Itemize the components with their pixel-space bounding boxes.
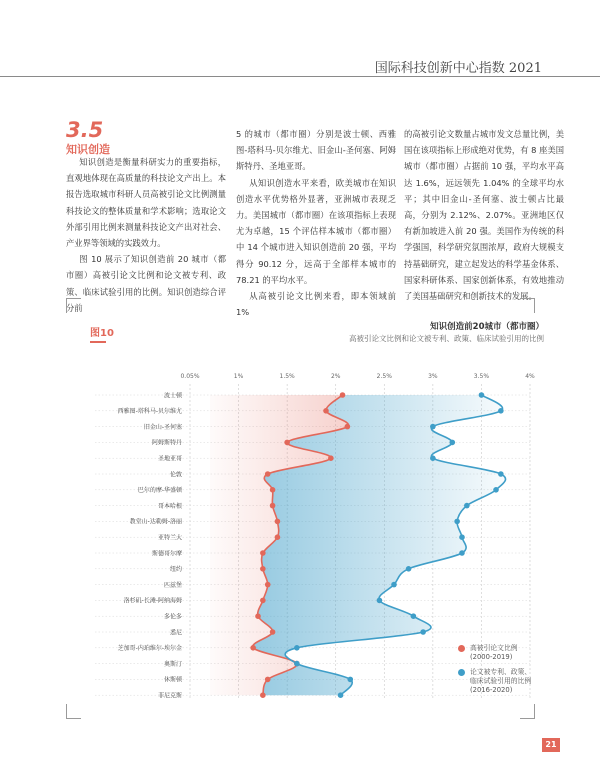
- header-title: 国际科技创新中心指数 2021: [374, 61, 542, 76]
- legend-swatch-red: [458, 645, 465, 652]
- data-point-blue: [449, 440, 455, 446]
- category-label: 圣地亚哥: [157, 455, 182, 463]
- section-number: 3.5: [66, 118, 104, 142]
- page-number: 21: [542, 738, 560, 752]
- legend-label-red: 高被引论文比例 (2000-2019): [470, 644, 518, 661]
- data-point-blue: [498, 471, 504, 477]
- data-point-blue: [498, 408, 504, 414]
- data-point-blue: [347, 677, 353, 683]
- frame-corner-bottom-left: [66, 704, 81, 719]
- category-label: 阿姆斯特丹: [151, 439, 182, 447]
- frame-corner-top-right: [520, 298, 535, 313]
- category-label: 奥斯汀: [163, 660, 182, 668]
- category-label: 休斯顿: [163, 676, 182, 684]
- category-label: 波士顿: [163, 392, 182, 400]
- text-column-1: [66, 154, 226, 316]
- data-point-blue: [479, 392, 485, 398]
- category-label: 匹兹堡: [163, 581, 182, 589]
- category-label: 斯德哥尔摩: [151, 550, 182, 558]
- data-point-red: [265, 582, 271, 588]
- data-point-red: [340, 392, 346, 398]
- category-label: 纽约: [169, 566, 182, 574]
- data-point-red: [260, 566, 266, 572]
- frame-corner-top-left: [66, 298, 81, 313]
- data-point-red: [270, 503, 276, 509]
- paragraph: 5 的城市（都市圈）分别是波士顿、西雅图-塔科马-贝尔维尤、旧金山-圣何塞、阿姆斯特丹、圣地亚哥。: [236, 129, 396, 172]
- data-point-red: [265, 677, 271, 683]
- header-rule: [0, 76, 600, 77]
- data-point-blue: [430, 455, 436, 461]
- legend-item-red: [458, 644, 531, 662]
- data-point-blue: [294, 661, 300, 667]
- category-label: 巴尔的摩-华盛顿: [137, 487, 182, 495]
- category-label: 教堂山-达勒姆-洛丽: [129, 518, 182, 526]
- category-label: 旧金山-圣何塞: [143, 423, 182, 431]
- data-point-red: [250, 645, 256, 651]
- data-point-blue: [459, 534, 465, 540]
- data-point-blue: [420, 629, 426, 635]
- figure-subtitle: 高被引论文比例和论文被专利、政策、临床试验引用的比例: [349, 334, 544, 343]
- data-point-red: [270, 629, 276, 635]
- data-point-red: [260, 692, 266, 698]
- legend-item-blue: [458, 668, 531, 695]
- data-point-red: [345, 424, 351, 430]
- category-label: 哥本哈根: [157, 502, 182, 510]
- data-point-red: [265, 471, 271, 477]
- chart-legend: [458, 644, 531, 701]
- category-label: 菲尼克斯: [157, 692, 182, 700]
- figure-number-underline: [90, 341, 106, 343]
- category-label: 西雅图-塔科马-贝尔维尤: [117, 408, 182, 416]
- x-tick-label: 1.5%: [279, 373, 295, 380]
- section-title: 知识创造: [66, 143, 110, 156]
- data-point-red: [284, 440, 290, 446]
- figure-title: 知识创造前20城市（都市圈）: [430, 322, 544, 332]
- category-label: 芝加哥-内珀维尔-埃尔金: [117, 645, 182, 653]
- category-label: 洛杉矶-长滩-阿纳海姆: [123, 597, 182, 605]
- paragraph: 从知识创造水平来看，欧美城市在知识创造水平优势格外显著，亚洲城市表现乏力。美国城市（都市圈）在该项指标上表现尤为卓越，15 个评估样本城市（都市圈）中 14 个城市进入知识创造前 20 强，平均得分 90.12 分，远高于全部样本城市的 78.21 的平均水平。: [236, 177, 396, 285]
- data-point-blue: [391, 582, 397, 588]
- x-tick-label: 3.5%: [473, 373, 490, 380]
- category-label: 多伦多: [163, 613, 182, 621]
- x-tick-label: 2.5%: [376, 373, 392, 380]
- text-column-3: [404, 126, 564, 304]
- legend-swatch-blue: [458, 669, 465, 676]
- paragraph: 的高被引论文数量占城市发文总量比例，美国在该项指标上形成绝对优势，有 8 座美国城市（都市圈）占据前 10 强，平均水平高达 1.6%，远远领先 1.04% 的全球平均水平；其中旧金山-圣何塞、波士顿占比最高，分别为 2.12%、2.07%。亚洲地区仅有新加坡进入前 20 强。美国作为传统的科学强国，科学研究氛围浓厚，政府大规模支持基础研究，建立起发达的科学基金体系、国家科研体系、国家创新体系，有效地推动了美国基础研究和创新技术的发展。: [404, 129, 564, 302]
- category-label: 伦敦: [169, 471, 182, 479]
- data-point-blue: [430, 424, 436, 430]
- x-tick-label: 3%: [428, 373, 438, 380]
- legend-label-blue: 论文被专利、政策、 临床试验引用的比例 (2016-2020): [470, 668, 532, 694]
- data-point-blue: [459, 550, 465, 556]
- data-point-blue: [338, 692, 344, 698]
- data-point-blue: [464, 503, 470, 509]
- data-point-blue: [377, 598, 383, 604]
- category-label: 悉尼: [169, 629, 182, 637]
- data-point-red: [260, 598, 266, 604]
- x-tick-label: 4%: [525, 373, 535, 380]
- data-point-red: [255, 613, 261, 619]
- data-point-blue: [411, 613, 417, 619]
- paragraph: 知识创造是衡量科研实力的重要指标，直观地体现在高质量的科技论文产出上。本报告选取城市科研人员高被引论文比例测量科技论文的整体质量和学术影响；选取论文外部引用比例来测量科技论文产出对社会、产业界等领域的实践效力。: [66, 157, 226, 249]
- figure-number: 图10: [90, 328, 114, 339]
- x-tick-label: 2%: [330, 373, 341, 380]
- data-point-red: [270, 487, 276, 493]
- data-point-blue: [294, 645, 300, 651]
- text-column-2: [236, 126, 396, 320]
- data-point-red: [323, 408, 329, 414]
- category-label: 亚特兰大: [157, 534, 182, 542]
- x-tick-label: 0.05%: [180, 373, 200, 380]
- x-tick-label: 1%: [233, 373, 244, 380]
- data-point-red: [275, 519, 281, 525]
- data-point-blue: [406, 566, 412, 572]
- data-point-red: [328, 455, 334, 461]
- paragraph: 图 10 展示了知识创造前 20 城市（都市圈）高被引论文比例和论文被专利、政策、临床试验引用的比例。知识创造综合评分前: [66, 254, 226, 313]
- data-point-blue: [493, 487, 499, 493]
- data-point-red: [260, 550, 266, 556]
- paragraph: 从高被引论文比例来看，即本领域前 1%: [236, 291, 396, 318]
- data-point-red: [275, 534, 281, 540]
- frame-corner-bottom-right: [520, 704, 535, 719]
- data-point-blue: [454, 519, 460, 525]
